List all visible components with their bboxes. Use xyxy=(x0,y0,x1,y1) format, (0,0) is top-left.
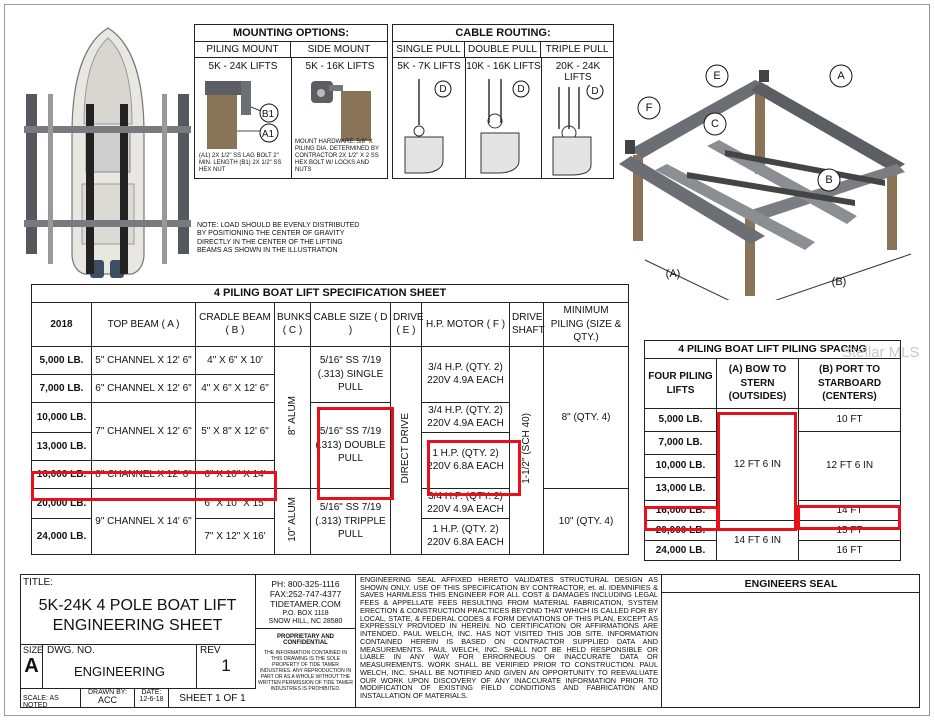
top-beam-5000: 5" CHANNEL X 12' 6" xyxy=(92,346,196,374)
seal-divider xyxy=(661,575,662,708)
col-drive: DRIVE ( E ) xyxy=(391,302,422,346)
double-callout-d: D xyxy=(517,83,525,95)
port-5000: 10 FT xyxy=(799,409,901,432)
col-top-beam: TOP BEAM ( A ) xyxy=(92,302,196,346)
spacing-row-5000: 5,000 LB. xyxy=(645,409,717,432)
cable-divider-1 xyxy=(465,58,466,179)
cradle-20000: 6" X 10" X 15' xyxy=(196,488,275,518)
spacing-table-title: 4 PILING BOAT LIFT PILING SPACING xyxy=(645,341,901,359)
sheet-number: SHEET 1 OF 1 xyxy=(179,693,246,704)
piling-mount-range: 5K - 24K LIFTS xyxy=(208,60,278,72)
double-pull-label: DOUBLE PULL xyxy=(465,42,541,58)
label-a: A xyxy=(837,70,845,82)
watermark: Stellar MLS xyxy=(842,344,920,361)
row-7000: 7,000 LB. xyxy=(32,374,92,402)
spacing-col-port: (B) PORT TO STARBOARD (CENTERS) xyxy=(799,359,901,409)
dwg-label: DWG. NO. xyxy=(47,645,95,656)
cable-divider-2 xyxy=(541,58,542,179)
title-area xyxy=(21,575,256,645)
dwg-cell xyxy=(43,645,197,689)
cable-routing-title: CABLE ROUTING: xyxy=(393,25,613,42)
scale-cell: SCALE: AS NOTED xyxy=(21,689,81,708)
row-16000: 16,000 LB. xyxy=(32,460,92,488)
highlight-motor xyxy=(427,440,521,496)
dwg-value: ENGINEERING xyxy=(73,664,165,679)
col-drive-shaft: DRIVE SHAFT xyxy=(510,302,544,346)
date-label: DATE: xyxy=(141,689,162,696)
size-label: SIZE xyxy=(23,645,44,655)
title-line-1: 5K-24K 4 POLE BOAT LIFT xyxy=(38,597,237,614)
cradle-5000: 4" X 6" X 10' xyxy=(196,346,275,374)
bunks-10 xyxy=(275,488,311,554)
piling-mount-label: PILING MOUNT xyxy=(195,42,291,58)
motor-10000: 3/4 H.P. (QTY. 2) 220V 4.9A EACH xyxy=(422,402,510,432)
label-c: C xyxy=(711,118,719,130)
highlight-bow-stern xyxy=(717,412,797,531)
spacing-col-bow: (A) BOW TO STERN (OUTSIDES) xyxy=(717,359,799,409)
engineering-disclaimer: ENGINEERING SEAL AFFIXED HERETO VALIDATES STRUCTURAL DESIGN AS SHOWN ONLY. USE OF THIS SPECIFICATION BY CONTRACTOR, et. al. IDEMNIFIES & SAVES HARMLESS THIS ENGINEER FOR ALL COST & DAMAGES INCLUDING LEGAL FEES & APPELLATE FEES RESULTING FROM MATERIAL FABRICATION, SYSTEM ERECTION & CONSTRUCTION PRACTICES BEYOND THAT WHICH IS CALLED FOR BY LOCAL, STATE, & FEDERAL CODES & FORM DEVIATIONS OF THIS PLAN, EXCEPT AS EXPRESSLY PROVIDED IN HEREIN. NO CERTIFICATION OR AFFIRMATIONS ARE INTENDED. PAUL WELCH, INC. HAS NOT VISITED THIS JOB SITE. INFORMATION CONTAINED HEREIN IS BASED ON CONTRACTOR SUPPLIED DATA AND MEASUREMENTS. PAUL WELCH, INC. SHALL NOT BE HELD RESPONSIBLE OR LIABLE IN ANY WAY FOR ERRORNEOUS OR INACCURATE DATA OR MEASUREMENTS. WORK SHALL BE VERIFIED PRIOR TO CONSTRUCTION. PAUL WELCH, INC. SHALL BE NOTIFIED AND GIVEN AN OPPORTUNITY TO REEVALUATE OUR WORK UPON DISCOVERY OF ANY INACCURATE INFORMATION PRIOR TO MODIFICATION OF EXISTING FIELD CONDITIONS AND FABRICATION AND INSTALLATION OF MATERIALS. xyxy=(360,575,658,701)
proprietary-title: PROPRIETARY AND CONFIDENTIAL xyxy=(276,634,334,646)
row-13000: 13,000 LB. xyxy=(32,432,92,460)
cable-double: 5/16" SS 7/19 (.313) DOUBLE PULL xyxy=(311,402,391,488)
cable-single: 5/16" SS 7/19 (.313) SINGLE PULL xyxy=(311,346,391,402)
col-min-piling: MINIMUM PILING (SIZE & QTY.) xyxy=(544,302,629,346)
row-20000: 20,000 LB. xyxy=(32,488,92,518)
row-10000: 10,000 LB. xyxy=(32,402,92,432)
lift-isometric-drawing xyxy=(615,60,925,300)
company-fax: FAX:252-747-4377 xyxy=(269,589,342,600)
cable-triple: 5/16" SS 7/19 (.313) TRIPPLE PULL xyxy=(311,488,391,554)
motor-single: 3/4 H.P. (QTY. 2) 220V 4.9A EACH xyxy=(422,346,510,402)
company-phone: PH: 800-325-1116 xyxy=(271,579,340,589)
top-beam-20000-24000: 9" CHANNEL X 14' 6" xyxy=(92,488,196,554)
double-pull-drawing xyxy=(479,75,539,175)
bow-14ft6: 14 FT 6 IN xyxy=(717,521,799,561)
mounting-options-title: MOUNTING OPTIONS: xyxy=(195,25,387,42)
motor-13000-16000: 1 H.P. (QTY. 2) 220V 6.8A EACH xyxy=(422,432,510,488)
double-pull-range: 10K - 16K LIFTS xyxy=(466,60,541,72)
size-cell xyxy=(21,645,43,689)
triple-pull-drawing xyxy=(551,85,611,177)
rev-cell xyxy=(197,645,256,689)
col-cable-size: CABLE SIZE ( D ) xyxy=(311,302,391,346)
single-pull-range: 5K - 7K LIFTS xyxy=(397,60,461,72)
port-16000: 14 FT xyxy=(799,501,901,521)
spacing-row-7000: 7,000 LB. xyxy=(645,432,717,455)
spacing-row-10000: 10,000 LB. xyxy=(645,455,717,478)
motor-24000: 1 H.P. (QTY. 2) 220V 6.8A EACH xyxy=(422,518,510,554)
cradle-16000: 6" X 10" X 14' xyxy=(196,460,275,488)
min-piling-8: 8" (QTY. 4) xyxy=(544,346,629,488)
rev-label: REV xyxy=(200,645,221,656)
triple-pull-range: 20K - 24K LIFTS xyxy=(555,61,601,83)
side-mount-detail-drawing xyxy=(299,77,385,143)
port-24000: 16 FT xyxy=(799,541,901,561)
title-line-2: ENGINEERING SHEET xyxy=(52,617,223,634)
bunks-8-label: 8" ALUM xyxy=(286,395,298,435)
col-cradle-beam: CRADLE BEAM ( B ) xyxy=(196,302,275,346)
cable-routing-panel xyxy=(392,24,614,179)
bow-12ft6: 12 FT 6 IN xyxy=(717,409,799,521)
drawn-by-label: DRAWN BY: xyxy=(87,689,128,696)
top-beam-7000: 6" CHANNEL X 12' 6" xyxy=(92,374,196,402)
single-callout-d: D xyxy=(439,83,447,95)
piling-mount-note: (A1) 2X 1/2" SS LAG BOLT 2" MIN. LENGTH (B1) 2X 1/2" SS HEX NUT xyxy=(199,153,282,173)
highlight-spacing-16000 xyxy=(644,506,719,531)
highlight-port-14ft xyxy=(797,505,901,530)
rev-value: 1 xyxy=(221,656,231,675)
cradle-24000: 7" X 12" X 16' xyxy=(196,518,275,554)
proprietary-box xyxy=(256,629,356,708)
size-value: A xyxy=(24,655,39,677)
bunks-10-label: 10" ALUM xyxy=(286,496,298,542)
cradle-10000-13000: 5" X 8" X 12' 6" xyxy=(196,402,275,460)
single-pull-label: SINGLE PULL xyxy=(393,42,465,58)
drawn-by-cell xyxy=(81,689,135,708)
boat-top-view-illustration xyxy=(20,24,195,282)
title-label: TITLE: xyxy=(23,577,54,588)
shaft-label: 1-1/2" (SCH 40) xyxy=(520,412,532,484)
spacing-row-20000: 20,000 LB. xyxy=(645,521,717,541)
triple-callout-d: D xyxy=(591,85,599,97)
port-20000: 15 FT xyxy=(799,521,901,541)
spacing-row-16000: 16,000 LB. xyxy=(645,501,717,521)
side-mount-range: 5K - 16K LIFTS xyxy=(305,60,375,72)
company-po-box: P.O. BOX 1118 xyxy=(282,609,329,617)
highlight-double-pull xyxy=(317,407,394,500)
load-note: NOTE: LOAD SHOULD BE EVENLY DISTRIBUTED BY POSITIONING THE CENTER OF GRAVITY DIRECTLY IN THE CENTER OF THE LIFTING BEAMS AS SHOWN IN THE ILLUSTRATION xyxy=(197,222,360,255)
side-mount-note: MOUNT HARDWARE: 5/8" X PILING DIA. DETERMINED BY CONTRACTOR 2X 1/2" X 2 SS HEX BOLT W/ LOCKS AND NUTS xyxy=(295,139,379,173)
callout-a1: A1 xyxy=(261,128,275,140)
mounting-options-panel xyxy=(194,24,388,179)
title-block xyxy=(20,574,920,708)
proprietary-text: THE INFORMATION CONTAINED IN THIS DRAWING IS THE SOLE PROPERTY OF TIDE TAMER INDUSTRIES. ANY REPRODUCTION IN PART OR AS A WHOLE WITHOUT THE WRITTEN PERMISSION OF TIDE TAMER INDUSTRIES IS PROHIBITED. xyxy=(258,650,354,692)
company-contact xyxy=(256,575,356,629)
min-piling-10: 10" (QTY. 4) xyxy=(544,488,629,554)
bunks-8 xyxy=(275,346,311,488)
label-b: B xyxy=(825,174,833,186)
spacing-row-24000: 24,000 LB. xyxy=(645,541,717,561)
col-year: 2018 xyxy=(32,302,92,346)
spacing-row-13000: 13,000 LB. xyxy=(645,478,717,501)
drive-label: DIRECT DRIVE xyxy=(400,412,412,484)
date-value: 12-6-18 xyxy=(139,696,164,703)
date-cell xyxy=(135,689,169,708)
side-mount-label: SIDE MOUNT xyxy=(291,42,387,58)
company-city: SNOW HILL, NC 28580 xyxy=(268,617,343,625)
drawn-by-value: ACC xyxy=(97,695,117,705)
engineers-seal-title: ENGINEERS SEAL xyxy=(662,575,920,593)
top-beam-10000-13000: 7" CHANNEL X 12' 6" xyxy=(92,402,196,460)
label-f: F xyxy=(645,102,653,114)
col-motor: H.P. MOTOR ( F ) xyxy=(422,302,510,346)
single-pull-drawing xyxy=(403,75,463,175)
port-7000-13000: 12 FT 6 IN xyxy=(799,432,901,501)
row-24000: 24,000 LB. xyxy=(32,518,92,554)
dimension-a: (A) xyxy=(665,268,681,280)
spec-table-title: 4 PILING BOAT LIFT SPECIFICATION SHEET xyxy=(32,285,629,303)
highlight-16000-beams xyxy=(31,471,277,501)
mounting-divider xyxy=(291,58,292,179)
motor-20000: 3/4 H.P. (QTY. 2) 220V 4.9A EACH xyxy=(422,488,510,518)
callout-b1: B1 xyxy=(261,108,275,120)
cradle-7000: 4" X 6" X 12' 6" xyxy=(196,374,275,402)
label-e: E xyxy=(713,70,721,82)
dimension-b: (B) xyxy=(831,276,847,288)
top-beam-16000: 8" CHANNEL X 12' 6" xyxy=(92,460,196,488)
col-bunks: BUNKS ( C ) xyxy=(275,302,311,346)
row-5000: 5,000 LB. xyxy=(32,346,92,374)
spacing-col-lifts: FOUR PILING LIFTS xyxy=(645,359,717,409)
company-web: TIDETAMER.COM xyxy=(270,599,341,610)
drive-cell xyxy=(391,346,422,554)
triple-pull-label: TRIPLE PULL xyxy=(541,42,613,58)
